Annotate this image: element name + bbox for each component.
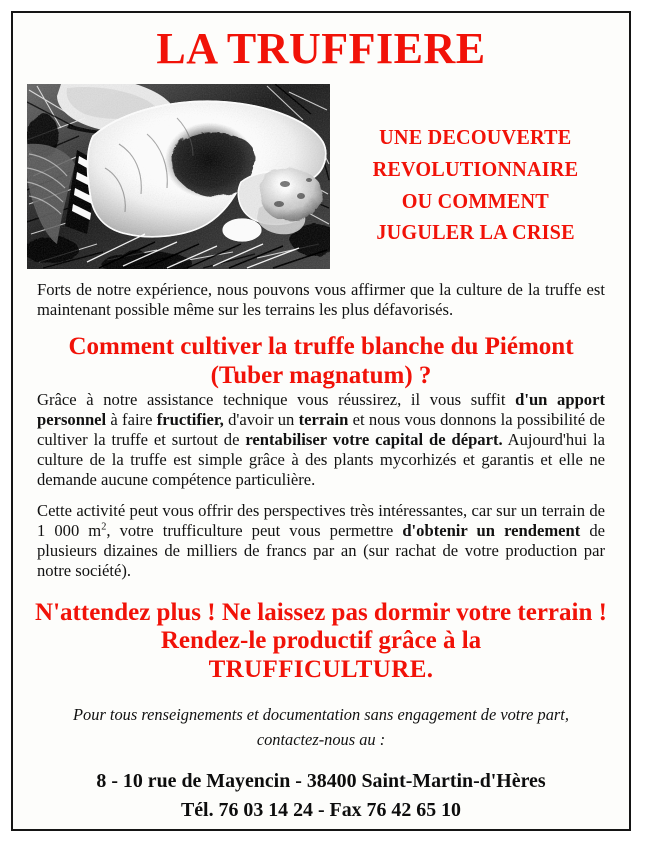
slogan-list — [330, 84, 615, 269]
hero-section — [27, 84, 615, 269]
cta-line-3: TRUFFICULTURE. — [208, 655, 434, 683]
superscript-unit: 2 — [101, 521, 107, 533]
emphasis-text: terrain — [298, 410, 349, 430]
footer-address: 8 - 10 rue de Mayencin - 38400 Saint-Martin-d'Hères — [96, 769, 546, 792]
slogan-line-1: UNE DECOUVERTE — [379, 124, 572, 149]
cta-line-1: N'attendez plus ! Ne laissez pas dormir votre terrain ! — [35, 598, 607, 626]
truffle-photo — [27, 84, 330, 269]
emphasis-text: d'obtenir un rendement — [402, 520, 581, 540]
footer-phone-fax: Tél. 76 03 14 24 - Fax 76 42 65 10 — [180, 798, 462, 821]
contact-lead-line-1: Pour tous renseignements et documentation sans engagement de votre part, — [73, 705, 569, 725]
cta-line-2: Rendez-le productif grâce à la — [160, 627, 482, 655]
emphasis-text: rentabiliser votre capital de départ. — [245, 430, 503, 450]
call-to-action-heading — [27, 599, 615, 685]
question-heading-line-1: Comment cultiver la truffe blanche du Piémont — [68, 333, 574, 361]
slogan-line-3: OU COMMENT — [401, 188, 550, 213]
emphasis-text: d'un apport personnel — [37, 390, 605, 430]
page-title: LA TRUFFIERE — [156, 24, 486, 73]
question-heading — [27, 333, 615, 390]
slogan-line-2: REVOLUTIONNAIRE — [372, 156, 579, 181]
footer-contact-block — [36, 767, 606, 825]
question-heading-line-2: (Tuber magnatum) ? — [210, 361, 432, 389]
advertisement-flyer — [11, 11, 631, 831]
contact-lead-line-2: contactez-nous au : — [256, 729, 386, 749]
contact-lead — [27, 703, 615, 752]
flyer-inner — [13, 24, 629, 843]
truffle-in-hand-photo-image — [27, 84, 330, 269]
body-paragraph-2: Cette activité peut vous offrir des perspectives très intéressantes, car sur un terrain de 1 000 $m^2$, votre trufficulture peut vous permettre d'obtenir un rendement de plusieurs dizaines de milliers de francs par an (sur rachat de votre production par notre société). — [37, 500, 605, 580]
intro-paragraph: Forts de notre expérience, nous pouvons vous affirmer que la culture de la truffe est maintenant possible même sur les terrains les plus défavorisés. — [37, 280, 605, 320]
body-paragraph-1: Grâce à notre assistance technique vous réussirez, il vous suffit d'un apport personnel à faire fructifier, d'avoir un terrain et nous vous donnons la possibilité de cultiver la truffe et surtout de rentabiliser votre capital de départ. Aujourd'hui la culture de la truffe est simple grâce à des plants mycorhizés et garantis et elle ne demande aucune compétence particulière. — [37, 390, 606, 490]
emphasis-text: fructifier, — [156, 410, 224, 430]
slogan-line-4: JUGULER LA CRISE — [376, 220, 575, 245]
